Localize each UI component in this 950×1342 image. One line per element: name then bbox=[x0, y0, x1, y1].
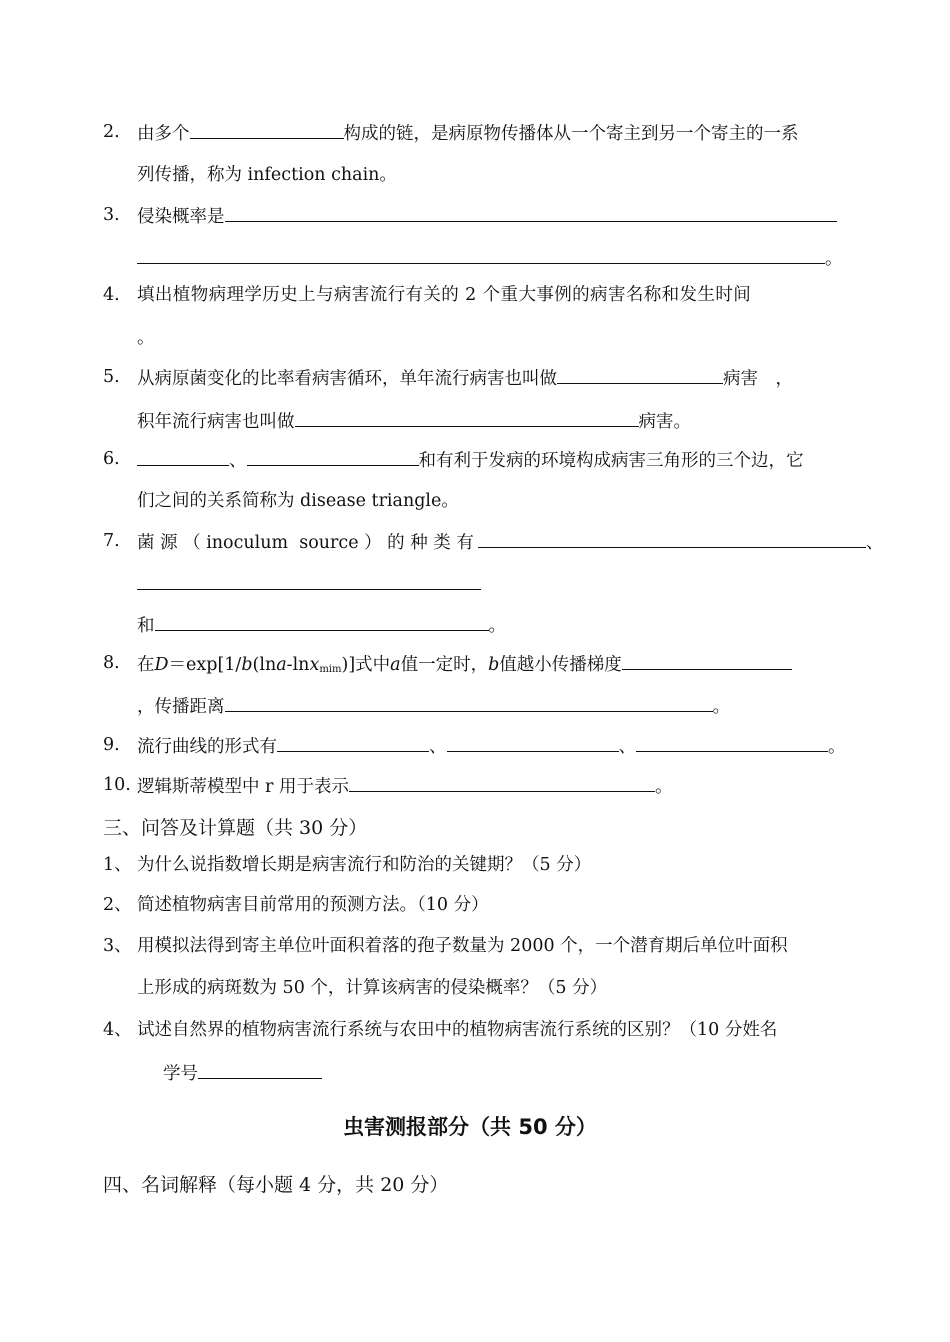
question-number: 8. bbox=[103, 653, 120, 673]
punctuation: 。 bbox=[655, 777, 673, 797]
punctuation: 。 bbox=[137, 328, 155, 348]
question-text: 们之间的关系简称为 disease triangle。 bbox=[137, 491, 459, 511]
question-text: 菌 源 （ inoculum source ） 的 种 类 有 bbox=[137, 533, 474, 553]
question-text: 填出植物病理学历史上与病害流行有关的 2 个重大事例的病害名称和发生时间 bbox=[137, 285, 752, 305]
answer-blank[interactable] bbox=[295, 409, 639, 427]
answer-blank[interactable] bbox=[247, 448, 419, 466]
question-text: ，传播距离 bbox=[137, 697, 225, 717]
punctuation: 。 bbox=[828, 737, 846, 757]
question-number: 6. bbox=[103, 449, 120, 469]
answer-blank[interactable] bbox=[155, 613, 489, 631]
problem-number: 4、 bbox=[103, 1020, 132, 1040]
question-text: 和有利于发病的环境构成病害三角形的三个边，它 bbox=[418, 451, 804, 471]
answer-blank[interactable] bbox=[447, 734, 619, 752]
answer-blank[interactable] bbox=[277, 734, 429, 752]
question-number: 10. bbox=[103, 775, 131, 795]
formula-text: 在D＝exp[1/b(lna-lnx$_{mim}$)]式中a值一定时，b值越小传播梯度 bbox=[137, 652, 792, 681]
question-text: 病害。 bbox=[638, 412, 691, 432]
answer-blank[interactable] bbox=[225, 694, 713, 712]
question-number: 7. bbox=[103, 531, 120, 551]
question-text: 列传播，称为 infection chain。 bbox=[137, 165, 397, 185]
problem-text: 上形成的病斑数为 50 个，计算该病害的侵染概率？（5 分） bbox=[137, 978, 608, 998]
problem-number: 2、 bbox=[103, 895, 132, 915]
question-text: 从病原菌变化的比率看病害循环，单年流行病害也叫做 bbox=[137, 369, 557, 389]
problem-text: 为什么说指数增长期是病害流行和防治的关键期？（5 分） bbox=[137, 855, 592, 875]
answer-blank[interactable] bbox=[478, 530, 866, 548]
question-text: 积年流行病害也叫做 bbox=[137, 412, 295, 432]
question-number: 5. bbox=[103, 367, 120, 387]
answer-blank[interactable] bbox=[636, 734, 828, 752]
problem-text: 简述植物病害目前常用的预测方法。（10 分） bbox=[137, 895, 489, 915]
answer-blank[interactable] bbox=[225, 204, 837, 222]
punctuation: 。 bbox=[825, 249, 843, 269]
problem-number: 3、 bbox=[103, 936, 132, 956]
separator: 、 bbox=[229, 451, 247, 471]
question-number: 3. bbox=[103, 205, 120, 225]
question-text: 和 bbox=[137, 616, 155, 636]
answer-blank[interactable] bbox=[137, 448, 229, 466]
problem-number: 1、 bbox=[103, 855, 132, 875]
answer-blank[interactable] bbox=[190, 121, 344, 139]
problem-text: 用模拟法得到寄主单位叶面积着落的孢子数量为 2000 个，一个潜育期后单位叶面积 bbox=[137, 936, 788, 956]
question-text: 病害 ， bbox=[723, 369, 793, 389]
question-text: 构成的链，是病原物传播体从一个寄主到另一个寄主的一系 bbox=[343, 124, 799, 144]
answer-blank[interactable] bbox=[557, 366, 723, 384]
question-text: 由多个 bbox=[137, 124, 190, 144]
student-id-blank[interactable] bbox=[198, 1061, 322, 1079]
question-number: 4. bbox=[103, 285, 120, 305]
student-id-label: 学号 bbox=[163, 1064, 198, 1084]
question-number: 2. bbox=[103, 122, 120, 142]
separator: 、 bbox=[865, 533, 884, 553]
question-number: 9. bbox=[103, 735, 120, 755]
separator: 、 bbox=[429, 737, 447, 757]
part-title: 虫害测报部分（共 50 分） bbox=[343, 1115, 597, 1139]
punctuation: 。 bbox=[712, 697, 730, 717]
answer-blank[interactable] bbox=[137, 572, 481, 590]
section-heading: 三、问答及计算题（共 30 分） bbox=[103, 817, 368, 839]
section-heading: 四、名词解释（每小题 4 分，共 20 分） bbox=[103, 1174, 449, 1196]
question-text: 流行曲线的形式有 bbox=[137, 737, 277, 757]
problem-text: 试述自然界的植物病害流行系统与农田中的植物病害流行系统的区别？（10 分姓名 bbox=[137, 1020, 778, 1040]
answer-blank[interactable] bbox=[349, 774, 655, 792]
answer-blank[interactable] bbox=[137, 246, 825, 264]
answer-blank[interactable] bbox=[622, 652, 792, 670]
question-text: 侵染概率是 bbox=[137, 207, 225, 227]
question-text: 逻辑斯蒂模型中 r 用于表示 bbox=[137, 777, 349, 797]
punctuation: 。 bbox=[488, 616, 506, 636]
separator: 、 bbox=[618, 737, 636, 757]
